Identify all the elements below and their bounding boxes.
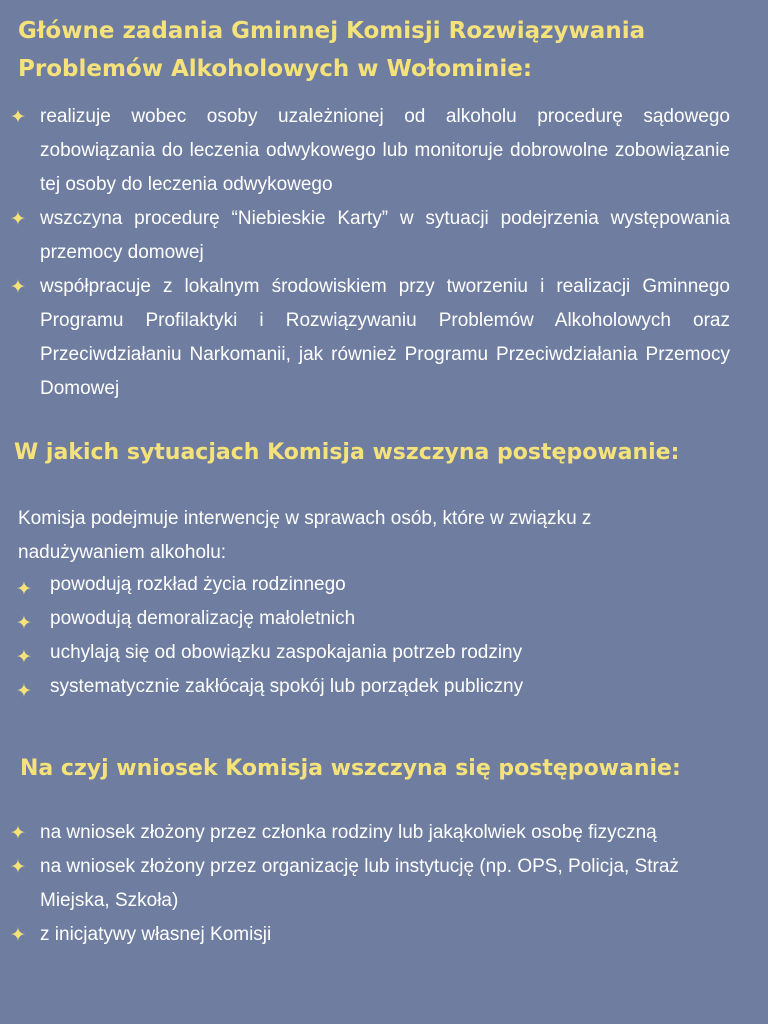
list-item [10, 816, 750, 850]
list-item [16, 602, 736, 636]
sparkle-icon: ✦ [16, 578, 32, 600]
list-item-text: na wniosek złożony przez organizację lub instytucję (np. OPS, Policja, Straż Miejska, Szkoła) [40, 856, 679, 911]
sparkle-icon: ✦ [10, 924, 26, 946]
section3-title: Na czyj wniosek Komisja wszczyna się postępowanie: [20, 756, 681, 781]
sparkle-icon: ✦ [16, 612, 32, 634]
list-item [10, 918, 750, 952]
sparkle-icon: ✦ [16, 680, 32, 702]
list-item-text: na wniosek złożony przez członka rodziny lub jakąkolwiek osobę fizyczną [40, 822, 657, 843]
tasks-list [10, 100, 755, 406]
situations-list [16, 568, 736, 704]
sparkle-icon: ✦ [10, 208, 26, 230]
list-item [16, 636, 736, 670]
list-item [10, 270, 755, 406]
section2-title: W jakich sytuacjach Komisja wszczyna postępowanie: [14, 440, 680, 465]
list-item-text: współpracuje z lokalnym środowiskiem przy tworzeniu i realizacji Gminnego Programu Profilaktyki i Rozwiązywaniu Problemów Alkoholowych oraz Przeciwdziałaniu Narkomanii, jak również Programu Przeciwdziałania Przemocy Domowej [40, 276, 730, 399]
section2-intro: Komisja podejmuje interwencję w sprawach osób, które w związku z nadużywaniem alkoholu: [18, 508, 592, 563]
list-item-text: powodują demoralizację małoletnich [50, 608, 356, 629]
list-item-text: powodują rozkład życia rodzinnego [50, 574, 346, 595]
requests-list [10, 816, 750, 952]
sparkle-icon: ✦ [10, 276, 26, 298]
list-item [16, 568, 736, 602]
list-item-text: z inicjatywy własnej Komisji [40, 924, 272, 945]
sparkle-icon: ✦ [16, 646, 32, 668]
section1-title: Główne zadania Gminnej Komisji Rozwiązywania Problemów Alkoholowych w Wołominie: [18, 18, 646, 82]
list-item [10, 100, 755, 202]
sparkle-icon: ✦ [10, 106, 26, 128]
list-item-text: systematycznie zakłócają spokój lub porządek publiczny [50, 676, 524, 697]
list-item [10, 202, 755, 270]
sparkle-icon: ✦ [10, 856, 26, 878]
list-item-text: realizuje wobec osoby uzależnionej od alkoholu procedurę sądowego zobowiązania do leczenia odwykowego lub monitoruje dobrowolne zobowiązanie tej osoby do leczenia odwykowego [40, 106, 730, 195]
list-item [16, 670, 736, 704]
list-item-text: uchylają się od obowiązku zaspokajania potrzeb rodziny [50, 642, 523, 663]
list-item [10, 850, 750, 918]
list-item-text: wszczyna procedurę “Niebieskie Karty” w sytuacji podejrzenia występowania przemocy domowej [40, 208, 730, 263]
sparkle-icon: ✦ [10, 822, 26, 844]
